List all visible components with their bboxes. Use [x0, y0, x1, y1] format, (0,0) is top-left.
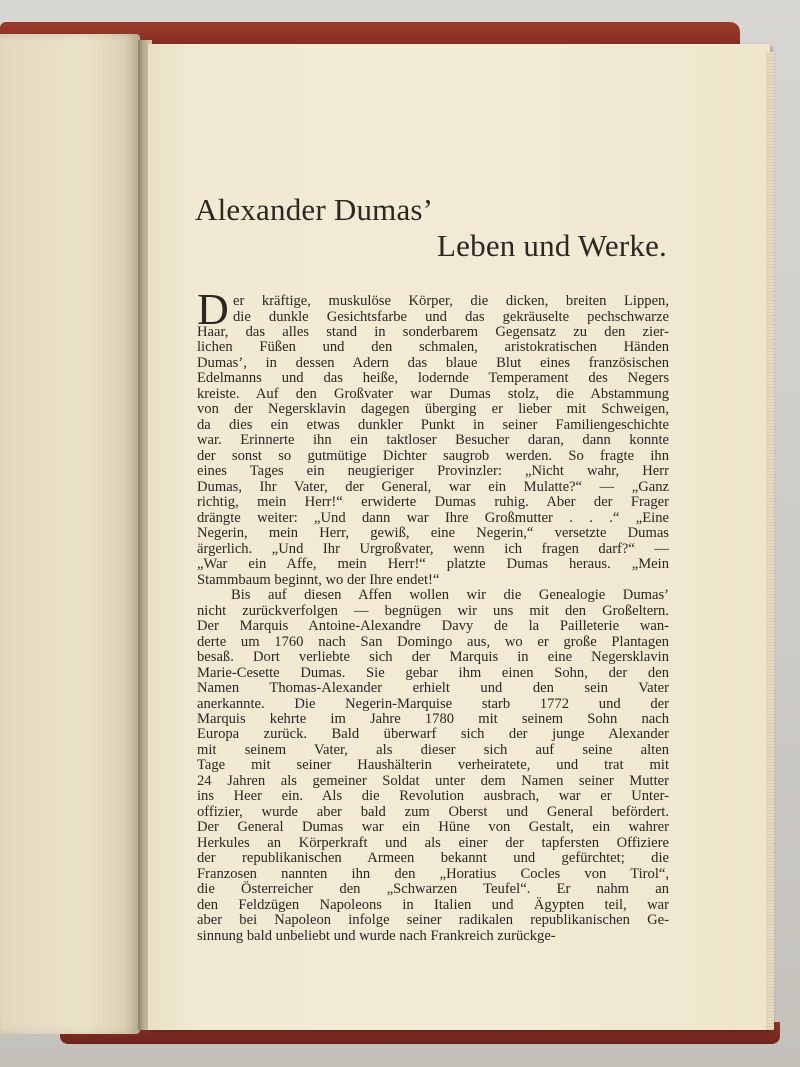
- body-line: nicht zurückverfolgen — begnügen wir uns mit den Großeltern.: [197, 602, 669, 619]
- body-line: der republikanischen Armeen bekannt und gefürchtet; die: [197, 850, 669, 867]
- body-line: aber bei Napoleon infolge seiner radikalen republikanischen Ge-: [197, 912, 669, 929]
- body-line: Der General Dumas war ein Hüne von Gestalt, ein wahrer: [197, 819, 669, 836]
- body-line: lichen Füßen und den schmalen, aristokratischen Händen: [197, 339, 669, 356]
- chapter-title-line-1: Alexander Dumas’: [195, 192, 434, 227]
- body-line: der sonst so gutmütige Dichter saugrob werden. So fragte ihn: [197, 447, 669, 464]
- body-line: sinnung bald unbeliebt und wurde nach Frankreich zurückge-: [197, 927, 556, 944]
- chapter-title-line-2: Leben und Werke.: [437, 228, 667, 263]
- body-line: „War ein Affe, mein Herr!“ platzte Dumas heraus. „Mein: [197, 556, 669, 573]
- body-line: Stammbaum beginnt, wo der Ihre endet!“: [197, 571, 440, 588]
- body-line: offizier, wurde aber bald zum Oberst und General befördert.: [197, 803, 669, 820]
- body-line: Haar, das alles stand in sonderbarem Gegensatz zu den zier-: [197, 324, 669, 340]
- body-line: Europa zurück. Bald überwarf sich der junge Alexander: [197, 726, 669, 743]
- body-line: drängte weiter: „Und dann war Ihre Großmutter . . .“ „Eine: [197, 509, 669, 526]
- body-line: besaß. Dort verliebte sich der Marquis in eine Negersklavin: [197, 649, 669, 665]
- body-line: ins Heer ein. Als die Revolution ausbrach, war er Unter-: [197, 788, 669, 805]
- body-line: Marquis kehrte im Jahre 1780 mit seinem Sohn nach: [197, 711, 669, 727]
- body-line: Namen Thomas-Alexander erhielt und den sein Vater: [197, 680, 669, 696]
- body-line: Dumas’, in dessen Adern das blaue Blut eines französischen: [197, 354, 669, 371]
- body-line: Der Marquis Antoine-Alexandre Davy de la Pailleterie wan-: [197, 618, 669, 635]
- drop-cap: D: [197, 285, 229, 334]
- body-line: war. Erinnerte ihn ein taktloser Besucher daran, dann konnte: [197, 432, 669, 449]
- body-line: Marie-Cesette Dumas. Sie gebar ihm einen Sohn, der den: [197, 664, 669, 681]
- body-line: derte um 1760 nach San Domingo aus, wo er große Plantagen: [197, 633, 669, 650]
- body-line: er kräftige, muskulöse Körper, die dicken, breiten Lippen,: [233, 293, 669, 309]
- body-line: Herkules an Körperkraft und als einer der tapfersten Offiziere: [197, 834, 669, 851]
- body-line: kreiste. Auf den Großvater war Dumas stolz, die Abstammung: [197, 385, 669, 402]
- page-edges: [766, 52, 774, 1030]
- body-line: eines Tages ein neugieriger Provinzler: „Nicht wahr, Herr: [197, 463, 669, 480]
- body-line: 24 Jahren als gemeiner Soldat unter dem Namen seiner Mutter: [197, 772, 669, 789]
- body-line: Bis auf diesen Affen wollen wir die Genealogie Dumas’: [231, 587, 669, 604]
- body-line: die dunkle Gesichtsfarbe und das gekräuselte pechschwarze: [233, 308, 669, 325]
- body-line: richtig, mein Herr!“ erwiderte Dumas ruhig. Aber der Frager: [197, 494, 669, 511]
- body-line: da dies ein etwas dunkler Punkt in seiner Familiengeschichte: [197, 416, 669, 433]
- body-line: Edelmanns und das heiße, lodernde Temperament des Negers: [197, 370, 669, 387]
- body-line: Dumas, Ihr Vater, der General, war ein Mulatte?“ — „Ganz: [197, 478, 669, 495]
- body-line: von der Negersklavin dagegen überging er lieber mit Schweigen,: [197, 401, 669, 418]
- body-line: Tage mit seiner Haushälterin verheiratete, und trat mit: [197, 757, 669, 774]
- body-line: mit seinem Vater, als dieser sich auf seine alten: [197, 741, 669, 758]
- body-line: ärgerlich. „Und Ihr Urgroßvater, wenn ich fragen darf?“ —: [197, 540, 669, 557]
- body-line: Franzosen nannten ihn den „Horatius Cocles von Tirol“,: [197, 865, 669, 882]
- body-line: die Österreicher den „Schwarzen Teufel“. Er nahm an: [197, 881, 669, 898]
- body-line: anerkannte. Die Negerin-Marquise starb 1772 und der: [197, 695, 669, 712]
- body-line: Negerin, mein Herr, gewiß, eine Negerin,“ versetzte Dumas: [197, 525, 669, 542]
- left-page: [0, 34, 140, 1034]
- body-line: den Feldzügen Napoleons in Italien und Ägypten teil, war: [197, 896, 669, 913]
